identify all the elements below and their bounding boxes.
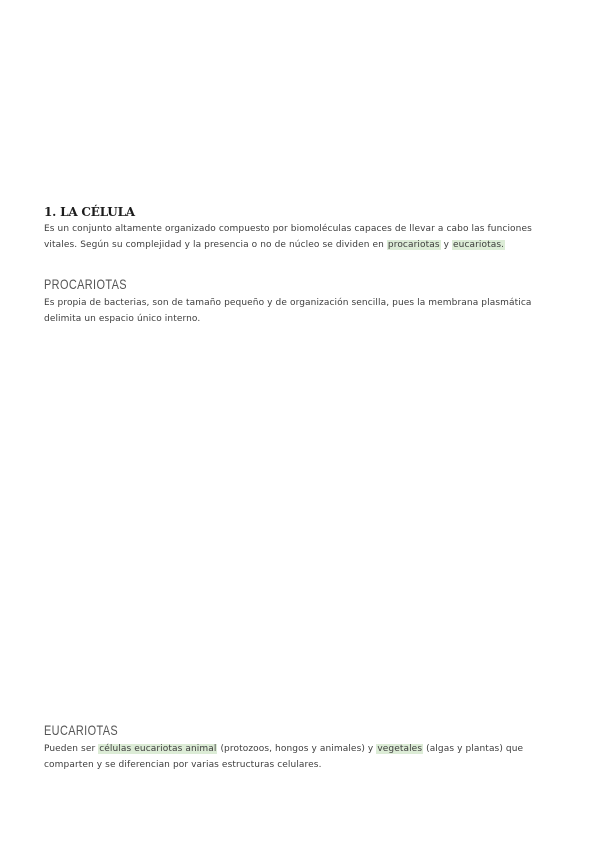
procariotas-heading: PROCARIOTAS [44, 276, 127, 292]
procariotas-paragraph: Es propia de bacterias, son de tamaño pequeño y de organización sencilla, pues la membrana plasmática delimita un espacio único interno. [44, 298, 532, 324]
section-title: 1. LA CÉLULA [44, 205, 135, 219]
eucariotas-paragraph [44, 741, 539, 773]
intro-text-a: Es un conjunto altamente organizado compuesto por biomoléculas capaces de llevar a cabo las funciones vitales. Según su complejidad y la presencia o no de núcleo se dividen en [44, 224, 532, 250]
eucariotas-heading: EUCARIOTAS [44, 722, 119, 738]
highlight-procariotas: procariotas [387, 240, 440, 250]
eucariotas-text-a: Pueden ser [44, 744, 99, 754]
highlight-eucariotas: eucariotas. [453, 240, 505, 250]
highlight-celulas-animal: células eucariotas animal [99, 744, 217, 754]
intro-paragraph [44, 221, 539, 253]
intro-text-b: y [440, 240, 452, 250]
eucariotas-text-b: (protozoos, hongos y animales) y [217, 744, 377, 754]
highlight-vegetales: vegetales [377, 744, 423, 754]
eucariotas-text-c: (algas y plantas) que comparten y se diferencian por varias estructuras celulares. [44, 744, 524, 770]
